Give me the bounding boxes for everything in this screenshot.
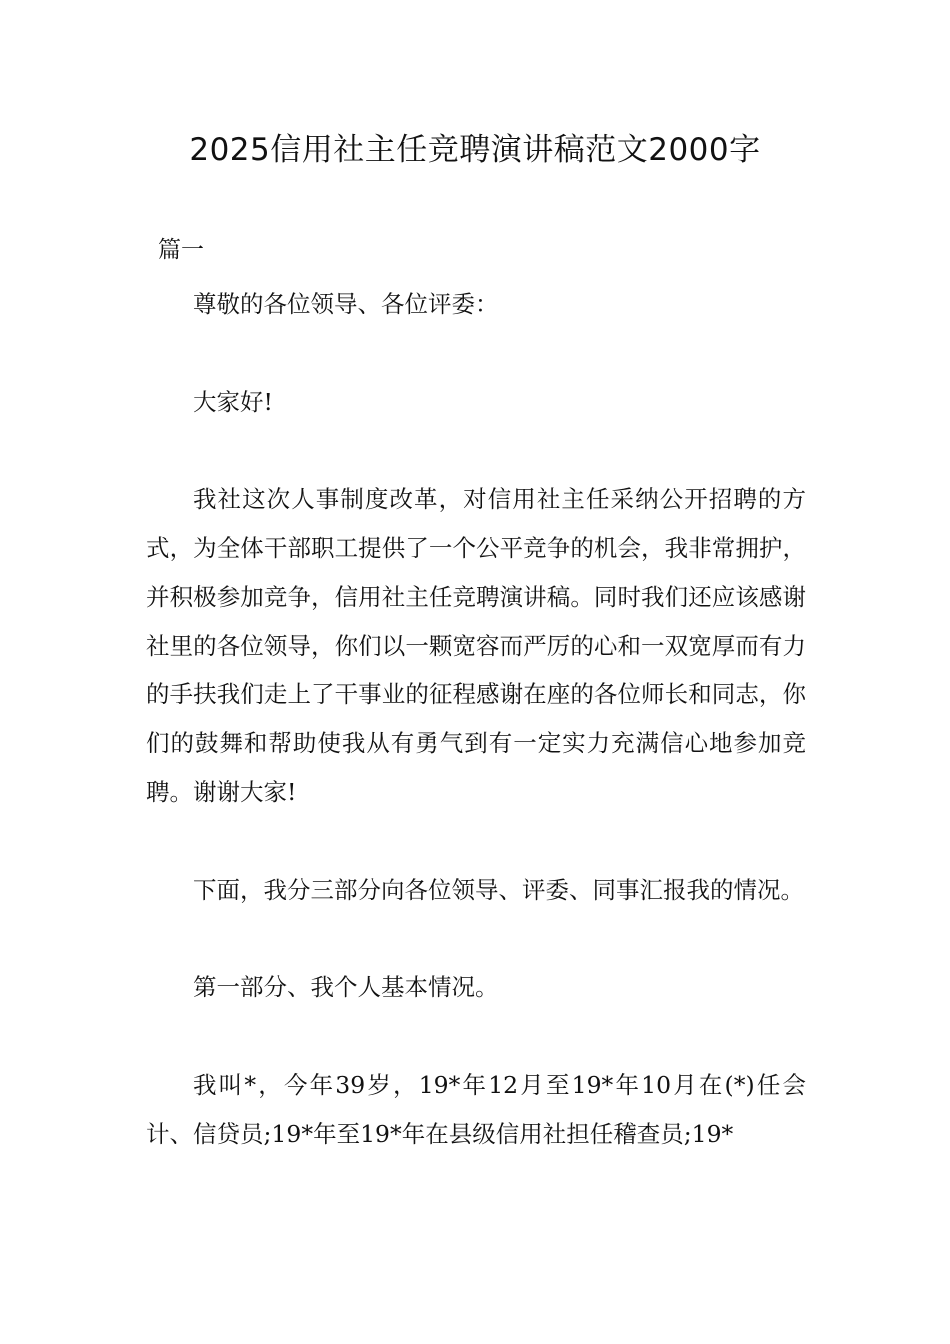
greeting-paragraph: 大家好! <box>193 387 273 416</box>
paragraph-gap <box>146 817 806 866</box>
part-heading-paragraph: 第一部分、我个人基本情况。 <box>193 973 499 1002</box>
paragraph-gap <box>146 426 806 475</box>
salutation-paragraph: 尊敬的各位领导、各位评委： <box>193 290 499 318</box>
document-title: 2025信用社主任竞聘演讲稿范文2000字 <box>189 132 761 168</box>
body-paragraph: 下面，我分三部分向各位领导、评委、同事汇报我的情况。 <box>193 875 804 904</box>
paragraph-gap <box>146 1012 806 1061</box>
paragraph-gap <box>146 329 806 378</box>
document-body <box>146 280 806 1158</box>
paragraph-gap <box>146 914 806 963</box>
body-paragraph: 我叫*，今年39岁，19*年12月至19*年10月在(*)任会计、信贷员;19*年至19*年在县级信用社担任稽查员;19* <box>146 1070 806 1148</box>
body-paragraph: 我社这次人事制度改革，对信用社主任采纳公开招聘的方式，为全体干部职工提供了一个公平竞争的机会，我非常拥护，并积极参加竞争，信用社主任竞聘演讲稿。同时我们还应该感谢社里的各位领导，你们以一颗宽容而严厉的心和一双宽厚而有力的手扶我们走上了干事业的征程感谢在座的各位师长和同志，你们的鼓舞和帮助使我从有勇气到有一定实力充满信心地参加竞聘。谢谢大家! <box>146 485 806 806</box>
section-label: 篇一 <box>158 237 204 263</box>
